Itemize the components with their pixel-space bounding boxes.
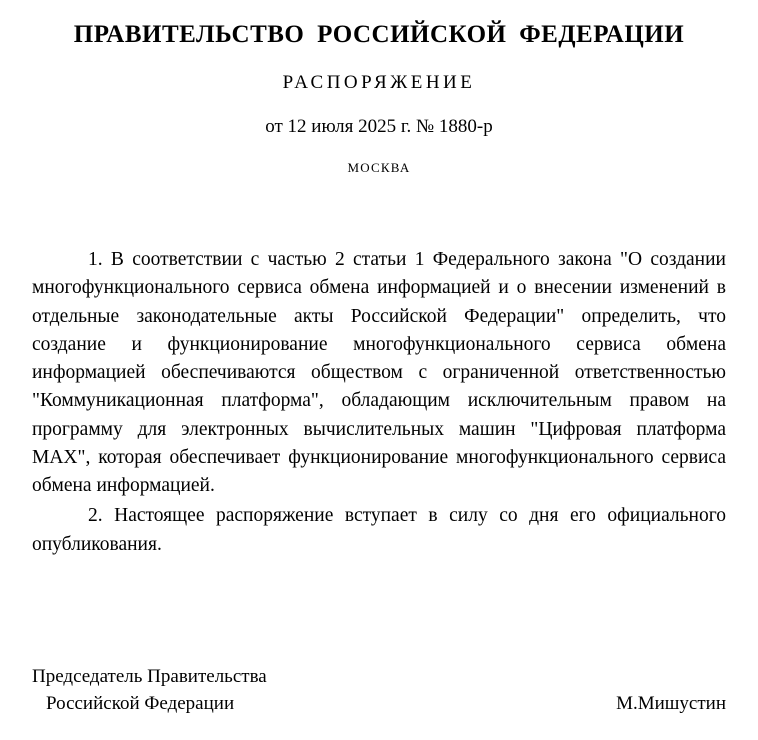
signatory-name: М.Мишустин — [616, 693, 726, 715]
document-city: МОСКВА — [347, 160, 411, 175]
document-number-line: от 12 июля 2025 г. № 1880-р — [265, 116, 493, 137]
body-paragraph-2: 2. Настоящее распоряжение вступает в силу со дня его официального опубликования. — [32, 505, 726, 555]
signatory-role-line2: Российской Федерации — [46, 693, 235, 715]
document-page — [0, 20, 758, 740]
signatory-role — [32, 663, 267, 718]
page-title: ПРАВИТЕЛЬСТВО РОССИЙСКОЙ ФЕДЕРАЦИИ — [73, 21, 685, 48]
signature-block — [32, 663, 726, 718]
body-paragraph-1: 1. В соответствии с частью 2 статьи 1 Федерального закона "О создании многофункционального сервиса обмена информацией и о внесении изменений в отдельные законодательные акты Российской Федерации" определить, что создание и функционирование многофункционального сервиса обмена информацией обеспечиваются обществом с ограниченной ответственностью "Коммуникационная платформа", обладающим исключительным правом на программу для электронных вычислительных машин "Цифровая платформа MAX", которая обеспечивает функционирование многофункционального сервиса обмена информацией. — [32, 249, 726, 497]
document-type-heading: РАСПОРЯЖЕНИЕ — [282, 72, 476, 93]
document-body — [18, 246, 740, 559]
signatory-role-line1: Председатель Правительства — [32, 665, 267, 687]
